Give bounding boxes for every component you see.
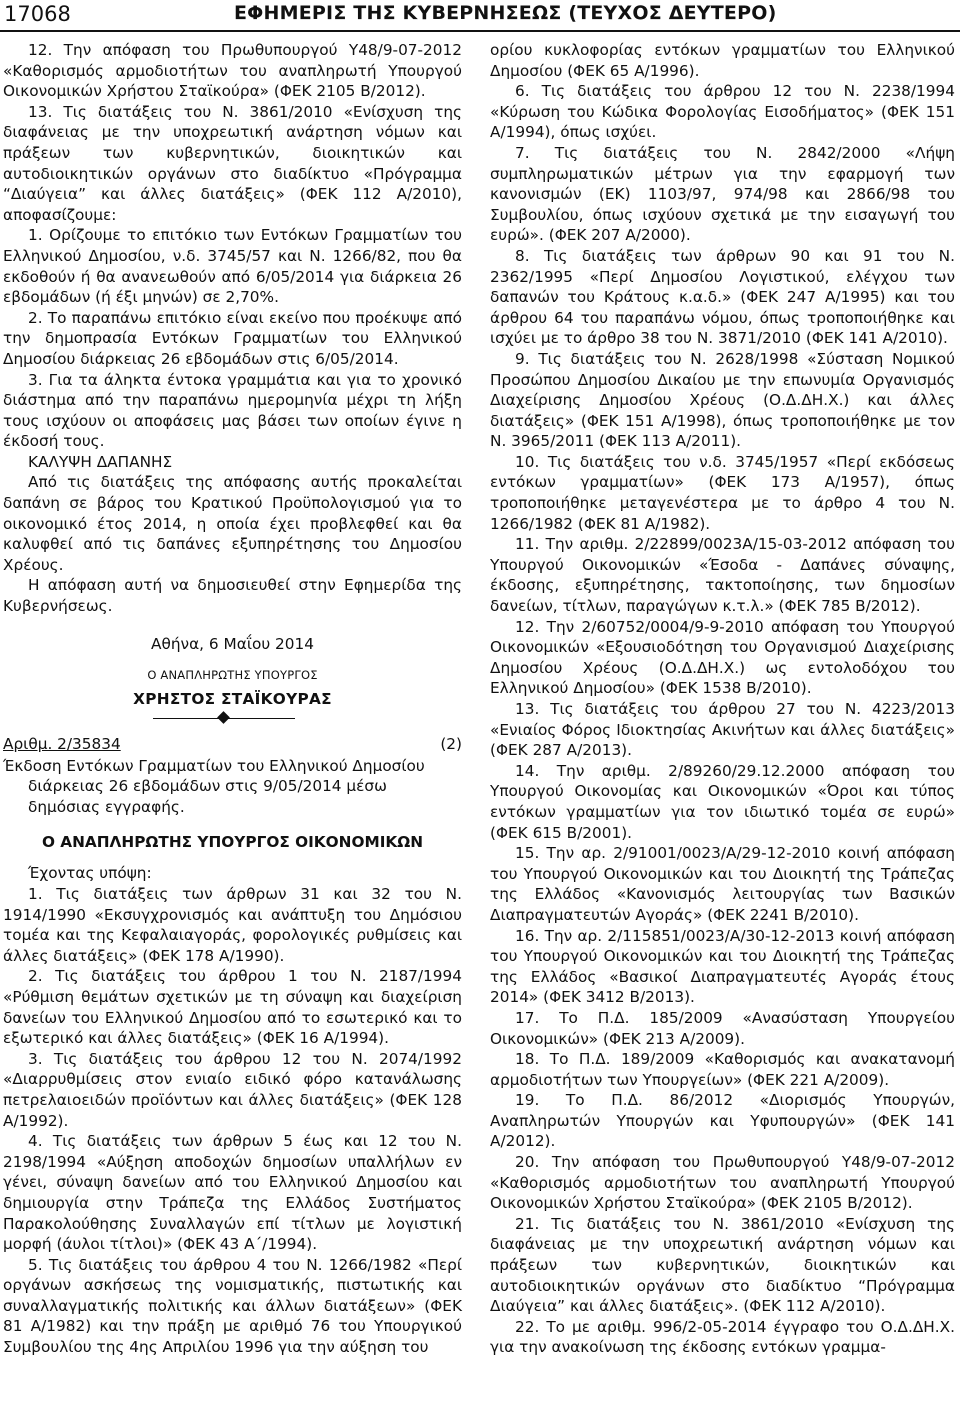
having-regard: Έχοντας υπόψη: [28, 864, 152, 883]
paragraph: 15. Την αρ. 2/91001/0023/Α/29-12-2010 κοινή απόφαση του Υπουργού Οικονομικών και του Διοικητή της Τράπεζας της Ελλάδος «Κανονισμός λειτουργίας των Βασικών Διαπραγματευτών Αγοράς» (ΦΕΚ 2241 Β/2010). [490, 844, 955, 924]
paragraph: 2. Τις διατάξεις του άρθρου 1 του Ν. 2187/1994 «Ρύθμιση θεμάτων σχετικών με τη σύναψη και διαχείριση δανείων του Ελληνικού Δημοσίου από το εσωτερικό και το εξωτερικό και άλλες διατάξεις» (ΦΕΚ 16 Α/1994). [3, 967, 462, 1048]
paragraph: 9. Τις διατάξεις του Ν. 2628/1998 «Σύσταση Νομικού Προσώπου Δημοσίου Δικαίου με την επωνυμία Οργανισμός Διαχείρισης Δημοσίου Χρέους (Ο.Δ.ΔΗ.Χ.) και άλλες διατάξεις» (ΦΕΚ 151 Α/1998), όπως τροποποιήθηκε με τον Ν. 3965/2011 (ΦΕΚ 113 Α/2011). [490, 349, 955, 451]
diamond-ornament-icon [217, 711, 230, 724]
paragraph: Η απόφαση αυτή να δημοσιευθεί στην Εφημερίδα της Κυβερνήσεως. [3, 576, 462, 616]
decision-title: Έκδοση Εντόκων Γραμματίων του Ελληνικού Δημοσίου διάρκειας 26 εβδομάδων στις 9/05/2014 μέσω δημόσιας εγγραφής. [3, 756, 425, 816]
paragraph: 12. Την 2/60752/0004/9-9-2010 απόφαση του Υπουργού Οικονομικών «Εξουσιοδότηση του Οργανισμού Διαχείρισης Δημοσίου Χρέους (Ο.Δ.ΔΗ.Χ.) ως εντολοδόχου του Ελληνικού Δημοσίου» (ΦΕΚ 1538 Β/2010). [490, 617, 955, 698]
right-column [490, 40, 955, 1358]
paragraph: 19. Το Π.Δ. 86/2012 «Διορισμός Υπουργών, Αναπληρωτών Υπουργών και Υφυπουργών» (ΦΕΚ 141 Α/2012). [490, 1091, 955, 1151]
page-number: 17068 [4, 2, 71, 26]
paragraph: 13. Τις διατάξεις του άρθρου 27 του Ν. 4223/2013 «Ενιαίος Φόρος Ιδιοκτησίας Ακινήτων και άλλες διατάξεις» (ΦΕΚ 287 Α/2013). [490, 700, 955, 760]
paragraph: 10. Τις διατάξεις του ν.δ. 3745/1957 «Περί εκδόσεως εντόκων γραμματίων» (ΦΕΚ 173 Α/1957), όπως τροποποιήθηκε μεταγενέστερα με το άρθρο 4 του Ν. 1266/1982 (ΦΕΚ 81 Α/1982). [490, 452, 955, 533]
paragraph: 18. Το Π.Δ. 189/2009 «Καθορισμός και ανακατανομή αρμοδιοτήτων των Υπουργείων» (ΦΕΚ 221 Α/2009). [490, 1050, 955, 1089]
paragraph: 3. Για τα άληκτα έντοκα γραμμάτια και για το χρονικό διάστημα από την παραπάνω ημερομηνία μέχρι τη λήξη τους ισχύουν οι αποφάσεις μας βάσει των οποίων έγινε η έκδοσή τους. [3, 370, 462, 451]
minister-heading: Ο ΑΝΑΠΛΗΡΩΤΗΣ ΥΠΟΥΡΓΟΣ ΟΙΚΟΝΟΜΙΚΩΝ [41, 833, 424, 852]
paragraph: 3. Τις διατάξεις του άρθρου 12 του Ν. 2074/1992 «Διαρρυθμίσεις στον ενιαίο ειδικό φόρο κατανάλωσης πετρελαιοειδών προϊόντων και άλλες διατάξεις» (ΦΕΚ 128 Α/1992). [3, 1049, 462, 1130]
left-column [3, 40, 462, 1358]
section-heading: ΚΑΛΥΨΗ ΔΑΠΑΝΗΣ [28, 452, 173, 471]
paragraph: 13. Τις διατάξεις του Ν. 3861/2010 «Ενίσχυση της διαφάνειας με την υποχρεωτική ανάρτηση νόμων και πράξεων των κυβερνητικών, διοικητικών και αυτοδιοικητικών οργάνων στο διαδίκτυο «Πρόγραμμα “Διαύγεια” και άλλες διατάξεις» (ΦΕΚ 112 Α/2010), αποφασίζουμε: [3, 102, 462, 224]
signatory-name: ΧΡΗΣΤΟΣ ΣΤΑΪΚΟΥΡΑΣ [133, 689, 332, 708]
paragraph: 20. Την απόφαση του Πρωθυπουργού Υ48/9-07-2012 «Καθορισμός αρμοδιοτήτων του αναπληρωτή Υπουργού Οικονομικών Χρήστου Σταϊκούρα» (ΦΕΚ 2105 Β/2012). [490, 1153, 955, 1213]
paragraph: 11. Την αριθμ. 2/22899/0023Α/15-03-2012 απόφαση του Υπουργού Οικονομικών «Έσοδα - Δαπάνες σύναψης, έκδοσης, εξυπηρέτησης, τακτοποίησης, των δημοσίων δανείων, τίτλων, παραγώγων κ.τ.λ.» (ΦΕΚ 785 Β/2012). [490, 535, 955, 616]
page-header [0, 0, 960, 34]
section-divider [3, 708, 462, 730]
signatory-role: Ο ΑΝΑΠΛΗΡΩΤΗΣ ΥΠΟΥΡΓΟΣ [147, 667, 318, 682]
paragraph: 14. Την αριθμ. 2/89260/29.12.2000 απόφαση του Υπουργού Οικονομίας και Οικονομικών «Όροι και τύπος εντόκων γραμματίων για τον ιδιωτικό τομέα σε ευρώ» (ΦΕΚ 615 Β/2001). [490, 761, 955, 842]
paragraph: 12. Την απόφαση του Πρωθυπουργού Υ48/9-07-2012 «Καθορισμός αρμοδιοτήτων του αναπληρωτή Υπουργού Οικονομικών Χρήστου Σταϊκούρα» (ΦΕΚ 2105 Β/2012). [3, 41, 462, 101]
decision-index: (2) [440, 734, 462, 753]
paragraph: 17. Το Π.Δ. 185/2009 «Ανασύσταση Υπουργείου Οικονομικών» (ΦΕΚ 213 Α/2009). [490, 1008, 955, 1048]
decision-header [3, 734, 462, 756]
header-rule [0, 30, 960, 32]
paragraph: 1. Ορίζουμε το επιτόκιο των Εντόκων Γραμματίων του Ελληνικού Δημοσίου, ν.δ. 3745/57 και Ν. 1266/82, που θα εκδοθούν ή θα ανανεωθούν από 6/05/2014 για διάρκεια 26 εβδομάδων (ή έξι μηνών) σε 2,70%. [3, 226, 462, 307]
paragraph: 7. Τις διατάξεις του Ν. 2842/2000 «Λήψη συμπληρωματικών μέτρων για την εφαρμογή των κανονισμών (ΕΚ) 1103/97, 974/98 και 2866/98 του Συμβουλίου, όπως ισχύουν σχετικά με την εισαγωγή του ευρώ». (ΦΕΚ 207 Α/2000). [490, 143, 955, 245]
paragraph: 2. Το παραπάνω επιτόκιο είναι εκείνο που προέκυψε από την δημοπρασία Εντόκων Γραμματίων του Ελληνικού Δημοσίου διάρκειας 26 εβδομάδων στις 6/05/2014. [3, 308, 462, 368]
paragraph: 21. Τις διατάξεις του Ν. 3861/2010 «Ενίσχυση της διαφάνειας με την υποχρεωτική ανάρτηση νόμων και πράξεων των κυβερνητικών, διοικητικών και αυτοδιοικητικών οργάνων στο διαδίκτυο “Πρόγραμμα Διαύγεια” και άλλες διατάξεις». (ΦΕΚ 112 Α/2010). [490, 1214, 955, 1316]
paragraph: 4. Τις διατάξεις των άρθρων 5 έως και 12 του Ν. 2198/1994 «Αύξηση αποδοχών δημοσίων υπαλλήλων εν γένει, σύναψη δανείων από του Ελληνικού Δημοσίου και δημιουργία στην Τράπεζα της Ελλάδος Συστήματος Παρακολούθησης Συναλλαγών επί τίτλων με λογιστική μορφή (άυλοι τίτλοι)» (ΦΕΚ 43 Α΄/1994). [3, 1132, 462, 1254]
place-date: Αθήνα, 6 Μαΐου 2014 [151, 634, 314, 653]
decision-number: Αριθμ. 2/35834 [3, 734, 121, 753]
paragraph: 22. Το με αριθμ. 996/2-05-2014 έγγραφο του Ο.Δ.ΔΗ.Χ. για την ανακοίνωση της έκδοσης εντόκων γραμμα- [490, 1317, 955, 1357]
gazette-title: ΕΦΗΜΕΡΙΣ ΤΗΣ ΚΥΒΕΡΝΗΣΕΩΣ (ΤΕΥΧΟΣ ΔΕΥΤΕΡΟ) [234, 2, 777, 24]
paragraph: 6. Τις διατάξεις του άρθρου 12 του Ν. 2238/1994 «Κύρωση του Κώδικα Φορολογίας Εισοδήματος» (ΦΕΚ 151 Α/1994), όπως ισχύει. [490, 82, 955, 142]
paragraph: 8. Τις διατάξεις των άρθρων 90 και 91 του Ν. 2362/1995 «Περί Δημοσίου Λογιστικού, ελέγχου των δαπανών του Κράτους κ.α.δ.» (ΦΕΚ 247 Α/1995) και του άρθρου 64 του παραπάνω νόμου, όπως τροποποιήθηκε και ισχύει με το άρθρο 38 του Ν. 3871/2010 (ΦΕΚ 141 Α/2010). [490, 246, 955, 348]
paragraph: 1. Τις διατάξεις των άρθρων 31 και 32 του Ν. 1914/1990 «Εκσυγχρονισμός και ανάπτυξη του Δημόσιου τομέα και της Κεφαλαιαγοράς, φορολογικές ρυθμίσεις και άλλες διατάξεις» (ΦΕΚ 178 Α/1990). [3, 885, 462, 965]
paragraph: ορίου κυκλοφορίας εντόκων γραμματίων του Ελληνικού Δημοσίου (ΦΕΚ 65 Α/1996). [490, 41, 955, 80]
paragraph: 5. Τις διατάξεις του άρθρου 4 του Ν. 1266/1982 «Περί οργάνων ασκήσεως της νομισματικής, πιστωτικής και συναλλαγματικής πολιτικής και άλλων διατάξεων» (ΦΕΚ 81 Α/1982) και την πράξη με αριθμό 76 του Υπουργικού Συμβουλίου της 4ης Απριλίου 1996 για την αύξηση του [3, 1255, 462, 1357]
paragraph: Από τις διατάξεις της απόφασης αυτής προκαλείται δαπάνη σε βάρος του Κρατικού Προϋπολογισμού για το οικονομικό έτος 2014, η οποία έχει προβλεφθεί και θα καλυφθεί από τις δαπάνες εξυπηρέτησης του Δημοσίου Χρέους. [3, 473, 462, 574]
paragraph: 16. Την αρ. 2/115851/0023/Α/30-12-2013 κοινή απόφαση του Υπουργού Οικονομικών και του Διοικητή της Τράπεζας της Ελλάδος «Βασικοί Διαπραγματευτές Αγοράς έτους 2014» (ΦΕΚ 3412 Β/2013). [490, 926, 955, 1007]
